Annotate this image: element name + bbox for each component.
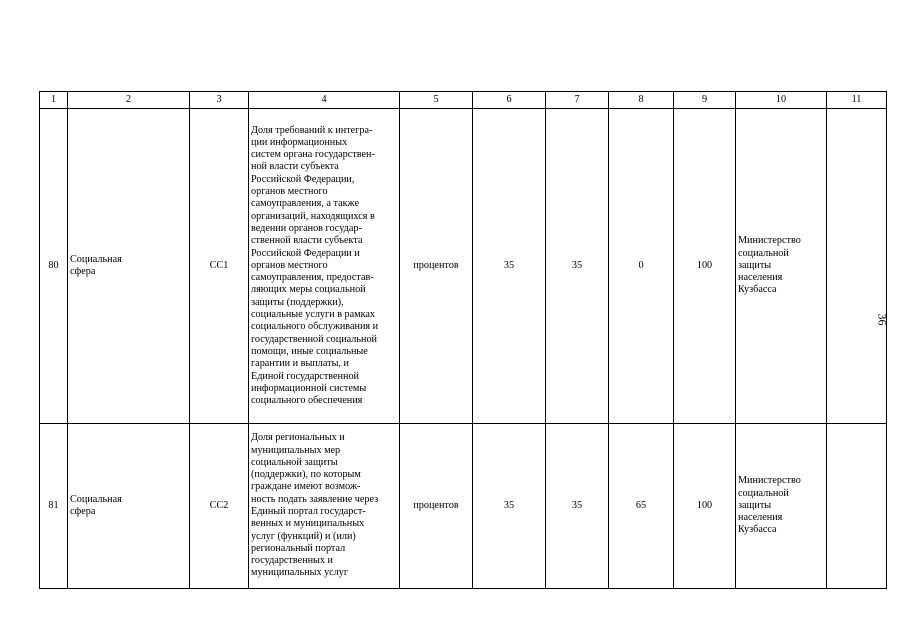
value-cell: 0: [609, 109, 674, 424]
header-cell: 10: [736, 92, 827, 109]
page-number: 36: [875, 313, 890, 326]
empty-cell: [827, 109, 887, 424]
table-row: [40, 424, 887, 589]
code-cell: СС2: [190, 424, 249, 589]
value-cell: 100: [674, 424, 736, 589]
header-cell: 1: [40, 92, 68, 109]
table-row: [40, 109, 887, 424]
value-cell: 100: [674, 109, 736, 424]
value-cell: 35: [546, 424, 609, 589]
header-cell: 4: [249, 92, 400, 109]
row-number: 81: [40, 424, 68, 589]
header-cell: 3: [190, 92, 249, 109]
header-cell: 7: [546, 92, 609, 109]
row-number: 80: [40, 109, 68, 424]
unit-cell: процентов: [400, 109, 473, 424]
responsible-cell: Министерство социальной защиты населения Кузбасса: [736, 109, 827, 424]
sphere-cell: Социальная сфера: [68, 109, 190, 424]
value-cell: 65: [609, 424, 674, 589]
value-cell: 35: [546, 109, 609, 424]
header-row: [40, 92, 887, 109]
header-cell: 6: [473, 92, 546, 109]
header-cell: 2: [68, 92, 190, 109]
header-cell: 11: [827, 92, 887, 109]
header-cell: 5: [400, 92, 473, 109]
empty-cell: [827, 424, 887, 589]
indicators-table: [39, 91, 887, 589]
responsible-cell: Министерство социальной защиты населения Кузбасса: [736, 424, 827, 589]
code-cell: СС1: [190, 109, 249, 424]
value-cell: 35: [473, 424, 546, 589]
unit-cell: процентов: [400, 424, 473, 589]
header-cell: 8: [609, 92, 674, 109]
sphere-cell: Социальная сфера: [68, 424, 190, 589]
value-cell: 35: [473, 109, 546, 424]
description-cell: Доля требований к интегра- ции информационных систем органа государствен- ной власти субъекта Российской Федерации, органов местного самоуправления, а также организаций, находящихся в ведении органов государ- ственной власти субъекта Российской Федерации и органов местного самоуправления, предостав- ляющих меры социальной защиты (поддержки), социальные услуги в рамках социального обслуживания и государственной социальной помощи, иные социальные гарантии и выплаты, и Единой государственной информационной системы социального обеспечения: [249, 109, 400, 424]
description-cell: Доля региональных и муниципальных мер социальной защиты (поддержки), по которым граждане имеют возмож- ность подать заявление через Единый портал государст- венных и муниципальных услуг (функций) и (или) региональный портал государственных и муниципальных услуг: [249, 424, 400, 589]
header-cell: 9: [674, 92, 736, 109]
